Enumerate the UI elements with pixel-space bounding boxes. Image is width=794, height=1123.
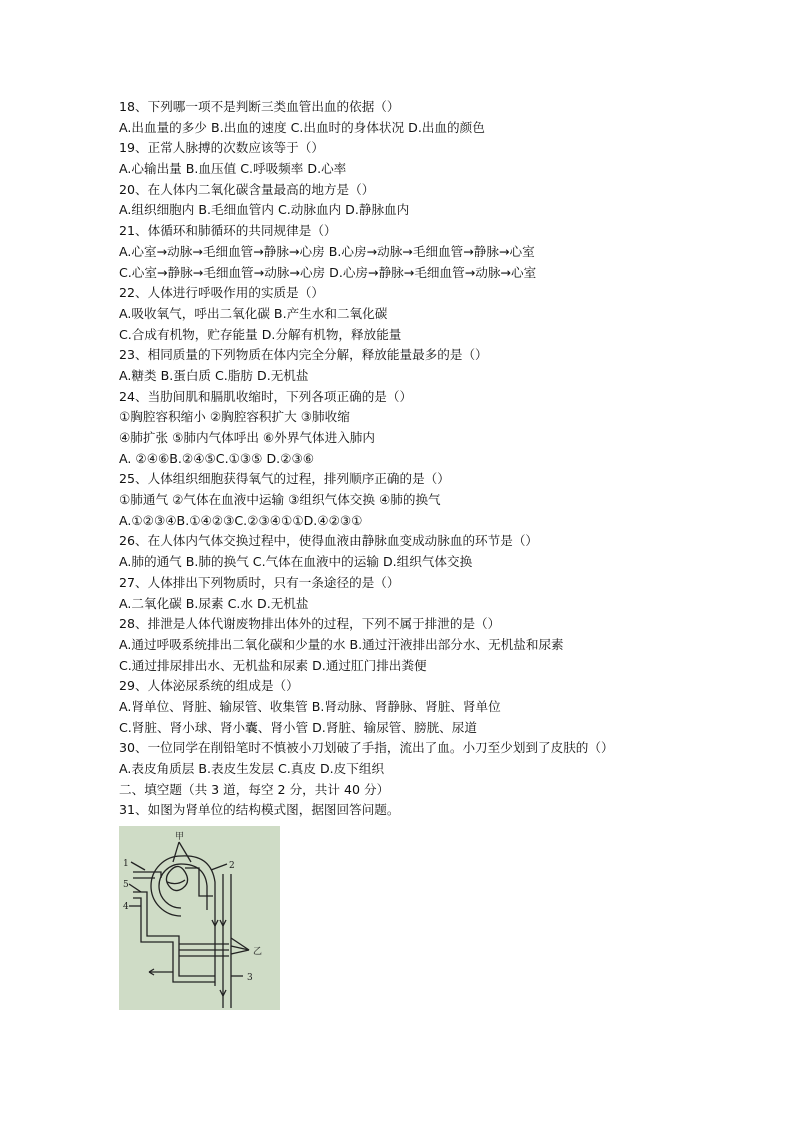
label-1: 1	[123, 859, 129, 869]
exam-document	[119, 97, 719, 821]
question-30: 30、一位同学在削铅笔时不慎被小刀划破了手指，流出了血。小刀至少划到了皮肤的（）	[119, 740, 614, 756]
question-22: 22、人体进行呼吸作用的实质是（）	[119, 285, 324, 301]
statements-24-a: ①胸腔容积缩小 ②胸腔容积扩大 ③肺收缩	[119, 409, 350, 425]
options-23: A.糖类 B.蛋白质 C.脂肪 D.无机盐	[119, 367, 309, 383]
question-19: 19、正常人脉搏的次数应该等于（）	[119, 140, 324, 156]
nephron-diagram	[119, 826, 280, 1010]
nephron-diagram-svg	[119, 826, 280, 1010]
label-4: 4	[123, 902, 129, 912]
options-24: A. ②④⑥B.②④⑤C.①③⑤ D.②③⑥	[119, 450, 315, 466]
options-26: A.肺的通气 B.肺的换气 C.气体在血液中的运输 D.组织气体交换	[119, 554, 473, 570]
options-30: A.表皮角质层 B.表皮生发层 C.真皮 D.皮下组织	[119, 761, 385, 776]
question-21: 21、体循环和肺循环的共同规律是（）	[119, 223, 337, 239]
question-29: 29、人体泌尿系统的组成是（）	[119, 678, 299, 694]
options-28-ab: A.通过呼吸系统排出二氧化碳和少量的水 B.通过汗液排出部分水、无机盐和尿素	[119, 636, 564, 652]
statements-25: ①肺通气 ②气体在血液中运输 ③组织气体交换 ④肺的换气	[119, 492, 441, 508]
label-3: 3	[247, 973, 253, 983]
options-18: A.出血量的多少 B.出血的速度 C.出血时的身体状况 D.出血的颜色	[119, 119, 485, 135]
label-2: 2	[229, 861, 235, 871]
section-heading-fill-in: 二、填空题（共 3 道，每空 2 分，共计 40 分）	[119, 781, 390, 797]
options-25: A.①②③④B.①④②③C.②③④①①D.④②③①	[119, 512, 363, 528]
options-29-ab: A.肾单位、肾脏、输尿管、收集管 B.肾动脉、肾静脉、肾脏、肾单位	[119, 698, 501, 714]
options-21-cd: C.心室→静脉→毛细血管→动脉→心房 D.心房→静脉→毛细血管→动脉→心室	[119, 264, 537, 280]
options-22-ab: A.吸收氧气，呼出二氧化碳 B.产生水和二氧化碳	[119, 305, 388, 321]
options-22-cd: C.合成有机物，贮存能量 D.分解有机物，释放能量	[119, 326, 402, 342]
question-23: 23、相同质量的下列物质在体内完全分解，释放能量最多的是（）	[119, 347, 488, 363]
question-18: 18、下列哪一项不是判断三类血管出血的依据（）	[119, 99, 400, 114]
question-27: 27、人体排出下列物质时，只有一条途径的是（）	[119, 574, 400, 590]
options-29-cd: C.肾脏、肾小球、肾小囊、肾小管 D.肾脏、输尿管、膀胱、尿道	[119, 719, 477, 735]
options-19: A.心输出量 B.血压值 C.呼吸频率 D.心率	[119, 161, 347, 177]
options-21-ab: A.心室→动脉→毛细血管→静脉→心房 B.心房→动脉→毛细血管→静脉→心室	[119, 243, 535, 259]
question-20: 20、在人体内二氧化碳含量最高的地方是（）	[119, 181, 375, 197]
label-yi: 乙	[253, 947, 263, 957]
label-5: 5	[123, 880, 129, 890]
question-28: 28、排泄是人体代谢废物排出体外的过程，下列不属于排泄的是（）	[119, 616, 501, 632]
question-31: 31、如图为肾单位的结构模式图，据图回答问题。	[119, 802, 400, 818]
options-28-cd: C.通过排尿排出水、无机盐和尿素 D.通过肛门排出粪便	[119, 657, 427, 673]
options-20: A.组织细胞内 B.毛细血管内 C.动脉血内 D.静脉血内	[119, 202, 410, 218]
question-25: 25、人体组织细胞获得氧气的过程，排列顺序正确的是（）	[119, 471, 450, 487]
label-jia: 甲	[175, 832, 185, 842]
question-24: 24、当肋间肌和膈肌收缩时，下列各项正确的是（）	[119, 388, 413, 404]
question-26: 26、在人体内气体交换过程中，使得血液由静脉血变成动脉血的环节是（）	[119, 533, 539, 549]
statements-24-b: ④肺扩张 ⑤肺内气体呼出 ⑥外界气体进入肺内	[119, 430, 375, 445]
options-27: A.二氧化碳 B.尿素 C.水 D.无机盐	[119, 595, 309, 611]
